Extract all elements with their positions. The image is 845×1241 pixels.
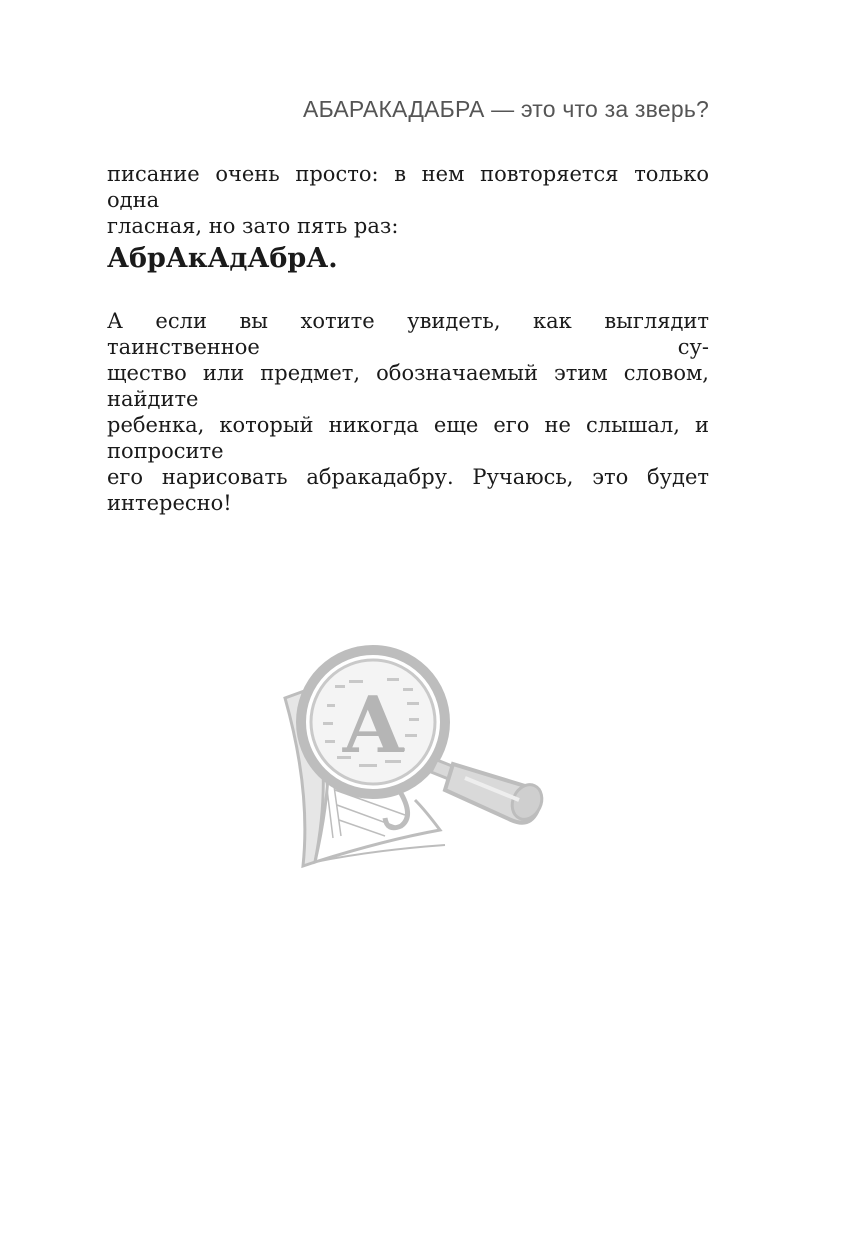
paragraph-2-line-4: его нарисовать абракадабру. Ручаюсь, это будет интересно! — [107, 465, 709, 515]
magnifying-glass-over-book-icon — [275, 640, 555, 872]
running-head: АБАРАКАДАБРА — это что за зверь? — [303, 96, 709, 122]
paragraph-2-line-2: щество или предмет, обозначаемый этим словом, найдите — [107, 361, 709, 411]
paragraph-1-line-1: писание очень просто: в нем повторяется только одна — [107, 162, 709, 212]
paragraph-1-line-2: гласная, но зато пять раз: — [107, 214, 399, 238]
paragraph-2-line-3: ребенка, который никогда еще его не слышал, и попросите — [107, 413, 709, 463]
paragraph-1 — [107, 161, 709, 239]
headword: АбрАкАдАбрА. — [107, 243, 338, 274]
illustration-letter: A — [342, 680, 404, 771]
paragraph-2-line-1: А если вы хотите увидеть, как выглядит таинственное су- — [107, 309, 709, 359]
paragraph-2 — [107, 308, 709, 516]
